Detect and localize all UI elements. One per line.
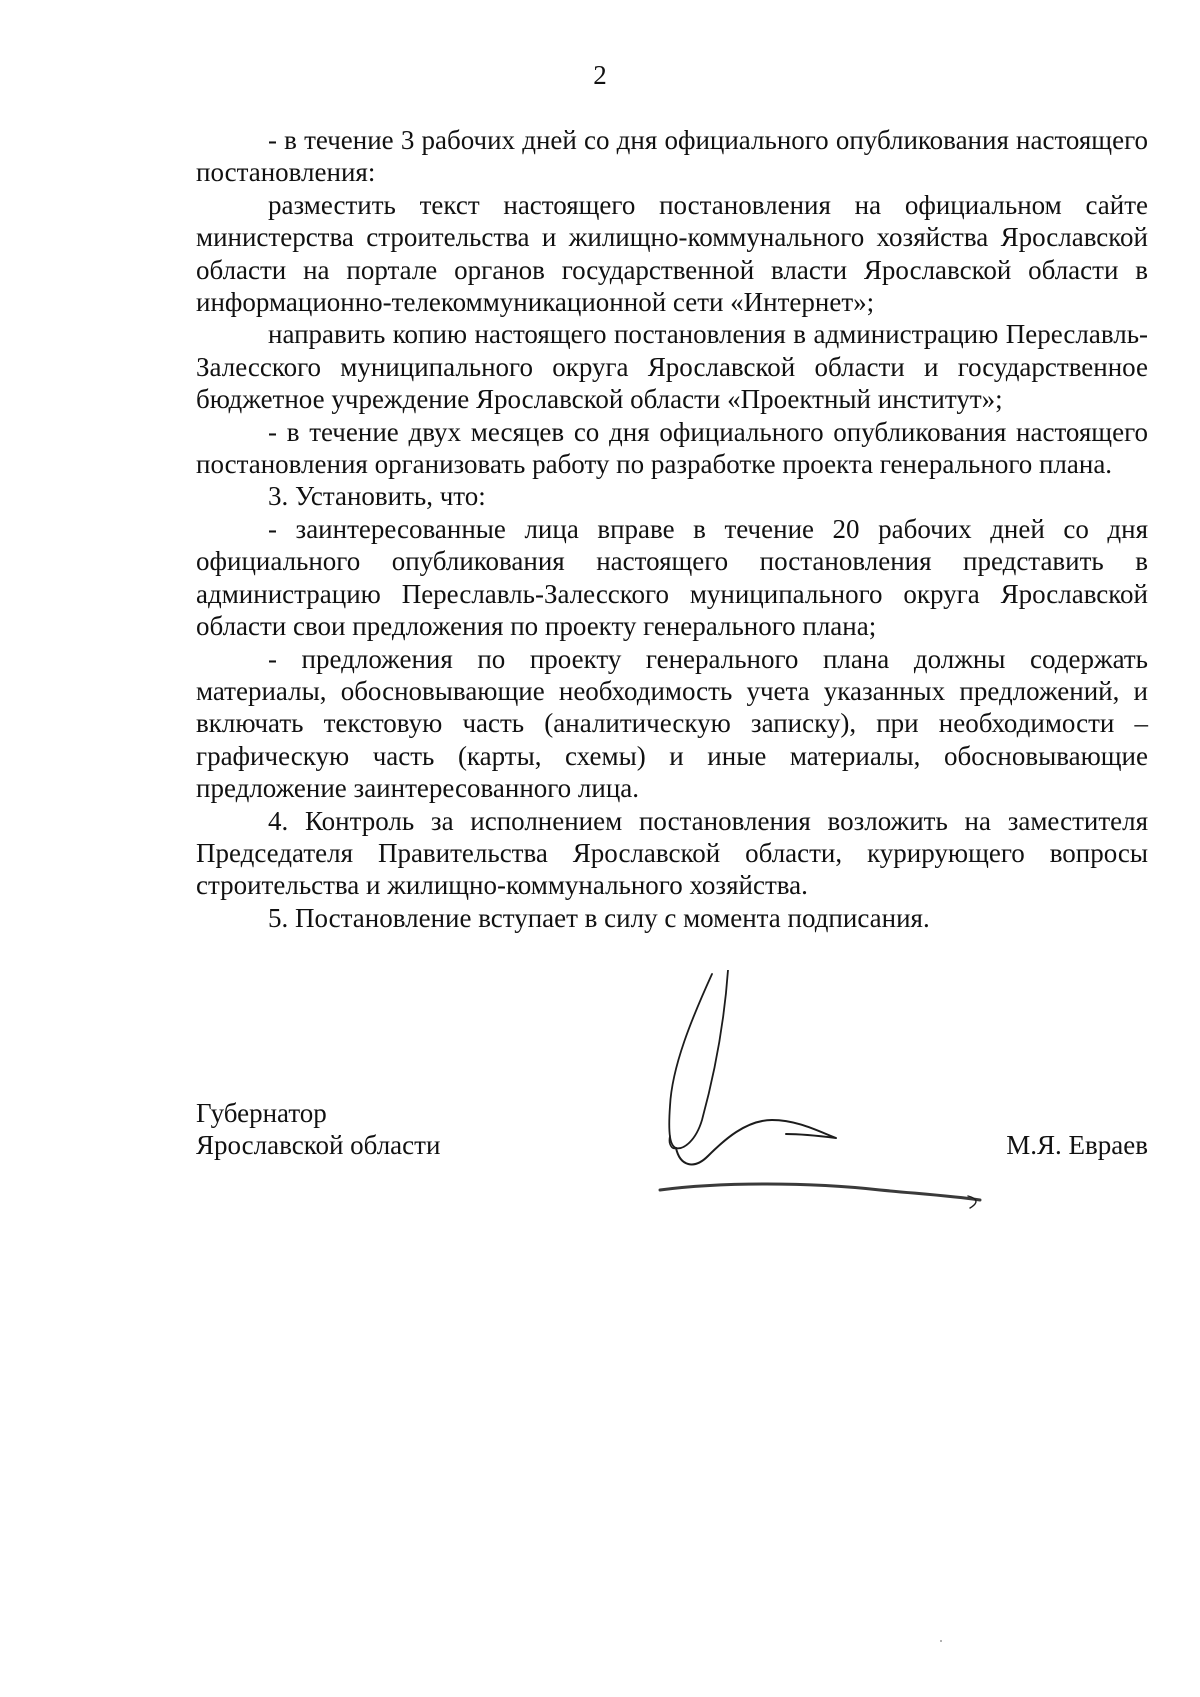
page-number: 2 <box>593 60 607 90</box>
document-body <box>196 124 1148 934</box>
paragraph: разместить текст настоящего постановления на официальном сайте министерства строительства и жилищно-коммунального хозяйства Ярославской области на портале органов государственной власти Ярославской области в информационно-телекоммуникационной сети «Интернет»; <box>196 189 1148 318</box>
paragraph: 3. Установить, что: <box>268 481 486 512</box>
paragraph: направить копию настоящего постановления в администрацию Переславль-Залесского муниципального округа Ярославской области и государственное бюджетное учреждение Ярославской области «Проектный институт»; <box>196 319 1148 415</box>
signer-name: М.Я. Евраев <box>1006 1130 1148 1161</box>
signer-position-line2: Ярославской области <box>196 1130 441 1161</box>
paragraph: 4. Контроль за исполнением постановления возложить на заместителя Председателя Правительства Ярославской области, курирующего вопросы строительства и жилищно-коммунального хозяйства. <box>196 805 1148 901</box>
paragraph: 5. Постановление вступает в силу с момента подписания. <box>268 902 930 933</box>
paragraph: - заинтересованные лица вправе в течение 20 рабочих дней со дня официального опубликования настоящего постановления представить в администрацию Переславль-Залесского муниципального округа Ярославской области свои предложения по проекту генерального плана; <box>196 513 1148 642</box>
scan-artifact <box>940 1640 942 1642</box>
paragraph: - предложения по проекту генерального плана должны содержать материалы, обосновывающие необходимость учета указанных предложений, и включать текстовую часть (аналитическую записку), при необходимости – графическую часть (карты, схемы) и иные материалы, обосновывающие предложение заинтересованного лица. <box>196 643 1148 804</box>
handwritten-signature <box>650 970 1020 1240</box>
paragraph: - в течение двух месяцев со дня официального опубликования настоящего постановления организовать работу по разработке проекта генерального плана. <box>196 416 1148 480</box>
signer-position <box>196 1097 440 1162</box>
paragraph: - в течение 3 рабочих дней со дня официального опубликования настоящего постановления: <box>196 125 1148 188</box>
signer-position-line1: Губернатор <box>196 1098 327 1128</box>
